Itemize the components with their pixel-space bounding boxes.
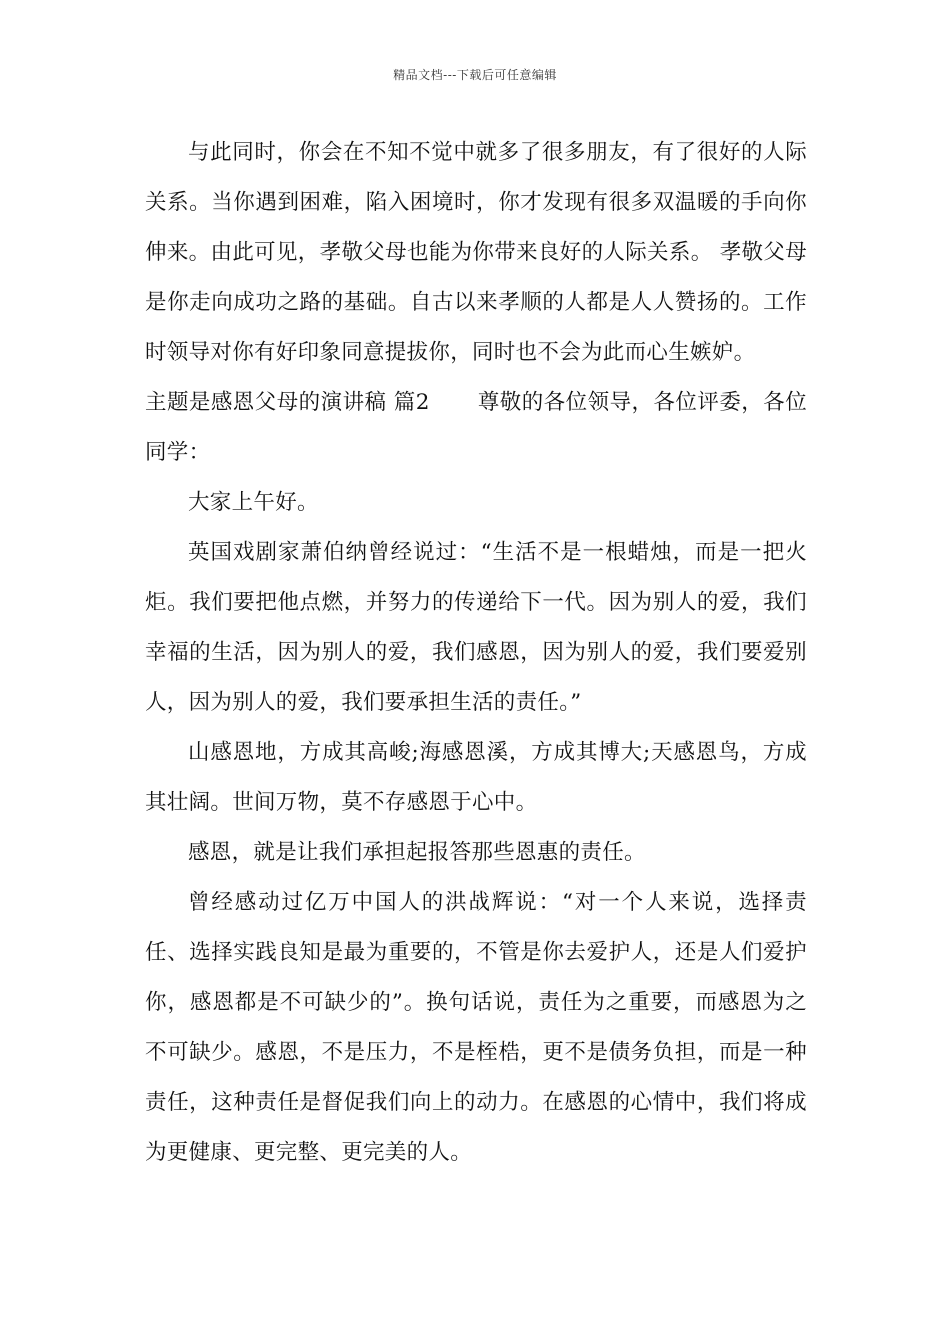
document-body — [145, 128, 807, 1178]
speech-salutation: 尊敬的各位领导，各位评委，各位同学： — [145, 390, 807, 465]
paragraph-shaw-quote: 英国戏剧家萧伯纳曾经说过：“生活不是一根蜡烛，而是一把火炬。我们要把他点燃，并努力的传递给下一代。因为别人的爱，我们幸福的生活，因为别人的爱，我们感恩，因为别人的爱，我们要爱别人，因为别人的爱，我们要承担生活的责任。” — [145, 540, 807, 715]
speech-title: 主题是感恩父母的演讲稿 篇2 — [145, 390, 430, 415]
paragraph-greeting: 大家上午好。 — [188, 490, 319, 515]
paragraph-nature-gratitude: 山感恩地，方成其高峻;海感恩溪，方成其博大;天感恩鸟，方成其壮阔。世间万物，莫不存感恩于心中。 — [145, 740, 807, 815]
paragraph-hong-zhanhui-quote: 曾经感动过亿万中国人的洪战辉说：“对一个人来说，选择责任、选择实践良知是最为重要的，不管是你去爱护人，还是人们爱护你，感恩都是不可缺少的”。换句话说，责任为之重要，而感恩为之不可缺少。感恩，不是压力，不是桎梏，更不是债务负担，而是一种责任，这种责任是督促我们向上的动力。在感恩的心情中，我们将成为更健康、更完整、更完美的人。 — [145, 890, 807, 1165]
paragraph-speech-title — [145, 378, 807, 478]
paragraph-gratitude-definition: 感恩，就是让我们承担起报答那些恩惠的责任。 — [188, 840, 646, 865]
paragraph-filial-piety-relations: 与此同时，你会在不知不觉中就多了很多朋友，有了很好的人际关系。当你遇到困难，陷入困境时，你才发现有很多双温暖的手向你伸来。由此可见，孝敬父母也能为你带来良好的人际关系。 孝敬父母是你走向成功之路的基础。自古以来孝顺的人都是人人赞扬的。工作时领导对你有好印象同意提拔你，同时也不会为此而心生嫉妒。 — [145, 140, 807, 365]
page-header: 精品文档---下载后可任意编辑 — [393, 68, 557, 82]
